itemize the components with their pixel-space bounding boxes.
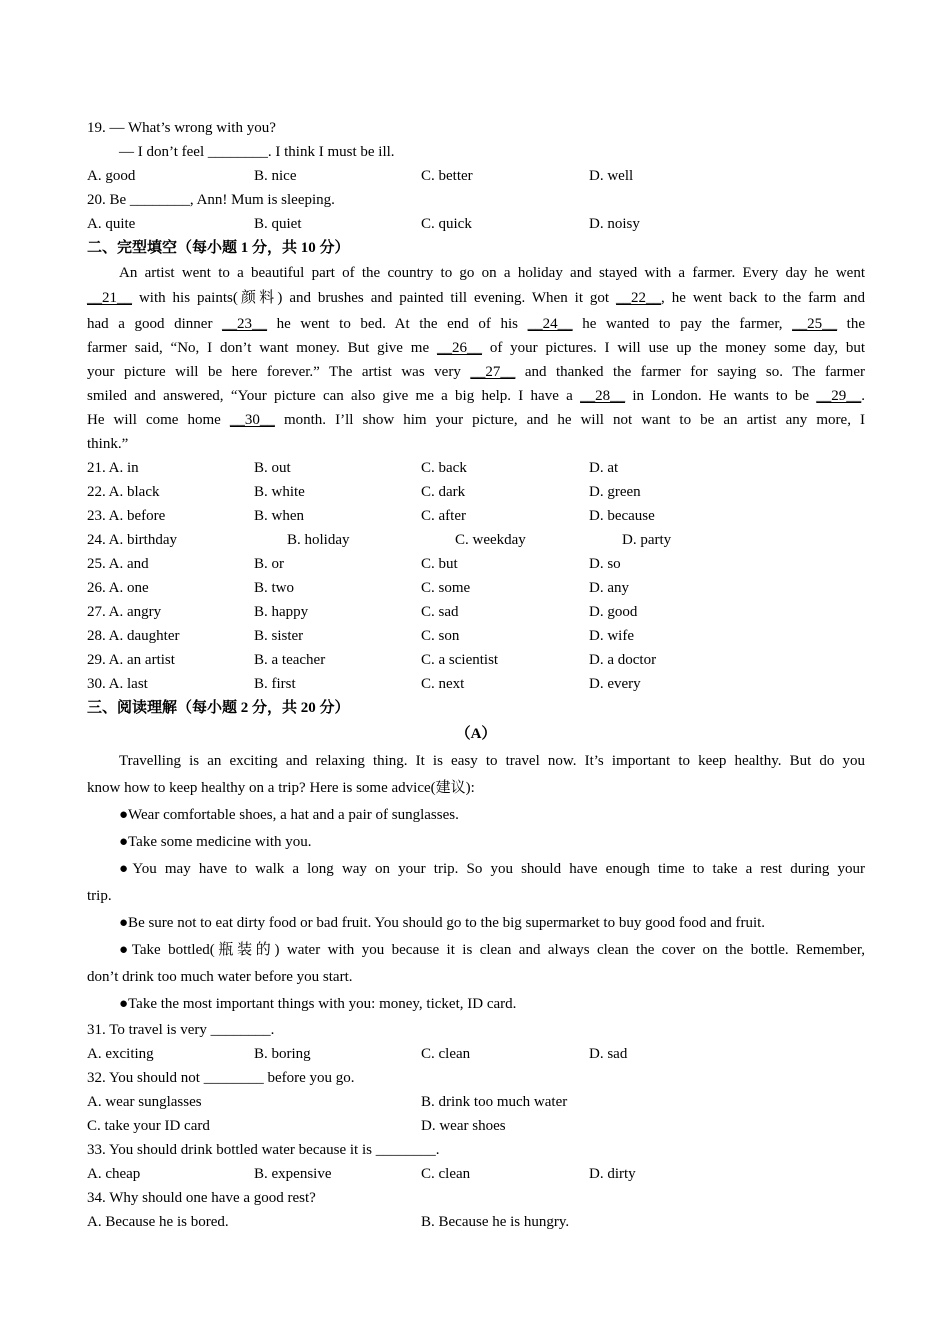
blank-24: __24__	[527, 316, 573, 332]
question-31-stem: 31. To travel is very ________.	[87, 1022, 275, 1038]
question-20-stem: 20. Be ________, Ann! Mum is sleeping.	[87, 192, 335, 208]
question-32-options-row-2: C. take your ID card D. wear shoes	[87, 1118, 506, 1134]
reading-passage-a	[87, 748, 865, 1018]
cloze-line-3: had a good dinner __23__ he went to bed. At the end of his __24__ he wanted to pay the farmer, __25__ the	[87, 312, 865, 336]
option-a: A. good	[87, 168, 136, 184]
question-27-options: 27. A. angry B. happy C. sad D. good	[87, 604, 638, 620]
question-34-stem: 34. Why should one have a good rest?	[87, 1190, 316, 1206]
option-c: C. quick	[421, 216, 472, 232]
question-29-options: 29. A. an artist B. a teacher C. a scientist D. a doctor	[87, 652, 657, 668]
blank-28: __28__	[580, 388, 626, 404]
blank-27: __27__	[470, 364, 516, 380]
section-2-heading: 二、完型填空（每小题 1 分，共 10 分）	[87, 240, 350, 256]
advice-bullet-6: ●Take the most important things with you: money, ticket, ID card.	[119, 996, 517, 1012]
advice-bullet-4: ●Be sure not to eat dirty food or bad fruit. You should go to the big supermarket to buy good food and fruit.	[119, 915, 766, 931]
option-c: C. better	[421, 168, 473, 184]
passage-intro-line-1: Travelling is an exciting and relaxing thing. It is easy to travel now. It’s important to keep healthy. But do you	[119, 753, 865, 769]
cloze-line-4: farmer said, “No, I don’t want money. But give me __26__ of your pictures. I will use up the money some day, but	[87, 336, 865, 360]
question-32-stem: 32. You should not ________ before you go.	[87, 1070, 355, 1086]
question-21-options: 21. A. in B. out C. back D. at	[87, 460, 619, 476]
question-22-options: 22. A. black B. white C. dark D. green	[87, 484, 641, 500]
cloze-line-5: your picture will be here forever.” The artist was very __27__ and thanked the farmer for saying so. The farmer	[87, 360, 865, 384]
blank-25: __25__	[792, 316, 838, 332]
question-33-options: A. cheap B. expensive C. clean D. dirty	[87, 1166, 636, 1182]
question-19-options	[87, 164, 865, 188]
question-32-options-row-1: A. wear sunglasses B. drink too much water	[87, 1094, 568, 1110]
question-30-options: 30. A. last B. first C. next D. every	[87, 676, 641, 692]
cloze-line-8: think.”	[87, 436, 129, 452]
advice-bullet-5: ●Take bottled(瓶装的) water with you because it is clean and always clean the cover on the bottle. Remember,	[119, 942, 865, 958]
exam-page	[87, 116, 865, 1234]
cloze-line-7: He will come home __30__ month. I’ll show him your picture, and he will not want to be an artist any more, I	[87, 408, 865, 432]
cloze-passage	[87, 261, 865, 456]
blank-21: __21__	[87, 290, 132, 306]
option-a: A. quite	[87, 216, 136, 232]
passage-intro-line-2: know how to keep healthy on a trip? Here is some advice(建议):	[87, 780, 475, 796]
question-31-options: A. exciting B. boring C. clean D. sad	[87, 1046, 628, 1062]
question-33-stem: 33. You should drink bottled water because it is ________.	[87, 1142, 440, 1158]
blank-26: __26__	[436, 340, 482, 356]
option-d: D. well	[589, 168, 634, 184]
passage-a-title: （A）	[455, 726, 497, 742]
cloze-line-1: An artist went to a beautiful part of the country to go on a holiday and stayed with a farmer. Every day he went	[119, 265, 865, 281]
section-3-heading: 三、阅读理解（每小题 2 分，共 20 分）	[87, 700, 350, 716]
cloze-line-2: __21__ with his paints(颜料) and brushes and painted till evening. When it got __22__, he went back to the farm and	[87, 285, 865, 312]
blank-30: __30__	[229, 412, 275, 428]
question-23-options: 23. A. before B. when C. after D. because	[87, 508, 655, 524]
question-24-options: 24. A. birthday B. holiday C. weekday D. party	[87, 532, 672, 548]
blank-23: __23__	[222, 316, 268, 332]
advice-bullet-1: ●Wear comfortable shoes, a hat and a pair of sunglasses.	[119, 807, 459, 823]
cloze-questions	[87, 456, 865, 696]
question-19-reply: — I don’t feel ________. I think I must be ill.	[119, 144, 395, 160]
advice-bullet-2: ●Take some medicine with you.	[119, 834, 312, 850]
cloze-line-6: smiled and answered, “Your picture can also give me a big help. I have a __28__ in London. He wants to be __29__.	[87, 384, 865, 408]
advice-bullet-3: ●You may have to walk a long way on your trip. So you should have enough time to take a rest during your	[119, 861, 865, 877]
question-20-options	[87, 212, 865, 236]
question-34-options: A. Because he is bored. B. Because he is hungry.	[87, 1214, 570, 1230]
advice-bullet-3-cont: trip.	[87, 888, 112, 904]
option-d: D. noisy	[589, 216, 640, 232]
question-28-options: 28. A. daughter B. sister C. son D. wife	[87, 628, 634, 644]
option-b: B. nice	[254, 168, 297, 184]
option-b: B. quiet	[254, 216, 302, 232]
blank-29: __29__	[816, 388, 862, 404]
question-26-options: 26. A. one B. two C. some D. any	[87, 580, 629, 596]
advice-bullet-5-cont: don’t drink too much water before you start.	[87, 969, 353, 985]
blank-22: __22__	[616, 290, 662, 306]
question-19-stem: 19. — What’s wrong with you?	[87, 120, 276, 136]
question-25-options: 25. A. and B. or C. but D. so	[87, 556, 621, 572]
